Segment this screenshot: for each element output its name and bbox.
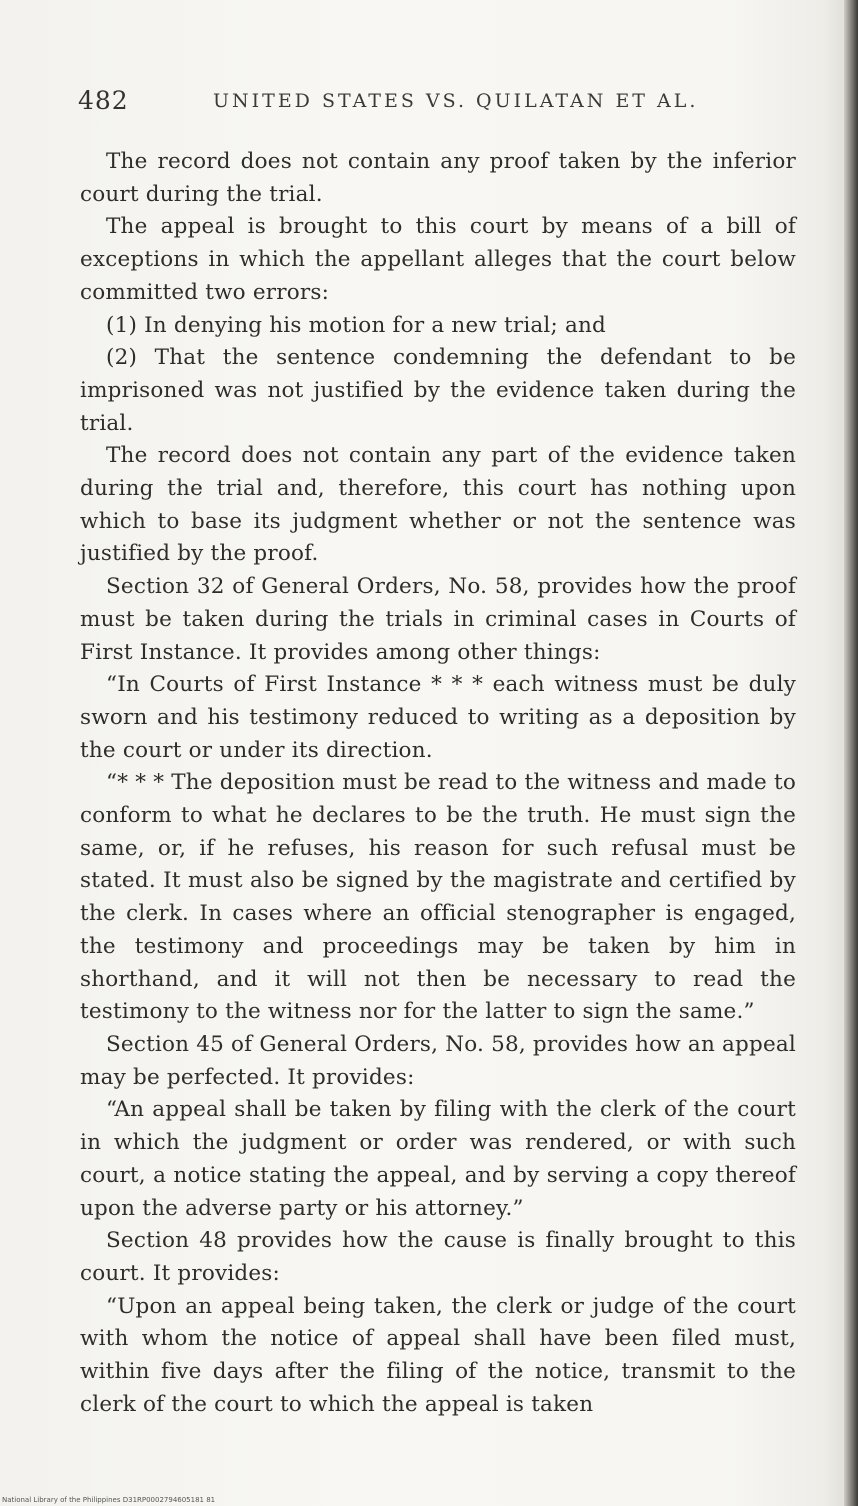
paragraph-quote-deposition: “* * * The deposition must be read to the witness and made to conform to what he declares to be the truth. He must sign the same, or, if he refuses, his reason for such refusal must be stated. It must also be signed by the magistrate and certified by the clerk. In cases where an official stenographer is engaged, the testimony and proceedings may be taken by him in shorthand, and it will not then be necessary to read the testimony to the witness nor for the latter to sign the same.” (80, 770, 796, 1025)
paragraph-quote-appeal: “An appeal shall be taken by filing with the clerk of the court in which the judgment or order was rendered, or with such court, a notice stating the appeal, and by serving a copy thereof upon the adverse party or his attorney.” (80, 1097, 796, 1221)
page-number: 482 (78, 86, 129, 115)
paragraph-section-48: Section 48 provides how the cause is finally brought to this court. It provides: (80, 1228, 796, 1286)
paragraph-error-2: (2) That the sentence condemning the defendant to be imprisoned was not justified by the evidence taken during the trial. (80, 345, 796, 436)
library-credit: National Library of the Philippines D31RP0002794605181 81 (2, 1496, 216, 1504)
paragraph-quote-witness: “In Courts of First Instance * * * each witness must be duly sworn and his testimony reduced to writing as a deposition by the court or under its direction. (80, 672, 796, 763)
binding-edge (844, 0, 858, 1506)
paragraph-section-32: Section 32 of General Orders, No. 58, provides how the proof must be taken during the trials in criminal cases in Courts of First Instance. It provides among other things: (80, 574, 796, 665)
paragraph-no-proof: The record does not contain any proof taken by the inferior court during the trial. (80, 149, 796, 207)
paragraph-error-1: (1) In denying his motion for a new trial; and (106, 312, 606, 338)
paragraph-quote-transmit: “Upon an appeal being taken, the clerk or judge of the court with whom the notice of appeal shall have been filed must, within five days after the filing of the notice, transmit to the clerk of the court to which the appeal is taken (80, 1293, 796, 1417)
running-head: UNITED STATES VS. QUILATAN ET AL. (213, 90, 699, 112)
paragraph-appeal-errors: The appeal is brought to this court by means of a bill of exceptions in which the appellant alleges that the court below committed two errors: (80, 214, 796, 305)
paragraph-no-evidence: The record does not contain any part of the evidence taken during the trial and, therefore, this court has nothing upon which to base its judgment whether or not the sentence was justified by the proof. (80, 443, 796, 567)
paragraph-section-45: Section 45 of General Orders, No. 58, provides how an appeal may be perfected. It provides: (80, 1031, 796, 1090)
body-text (80, 146, 796, 1421)
page-header (78, 86, 798, 126)
